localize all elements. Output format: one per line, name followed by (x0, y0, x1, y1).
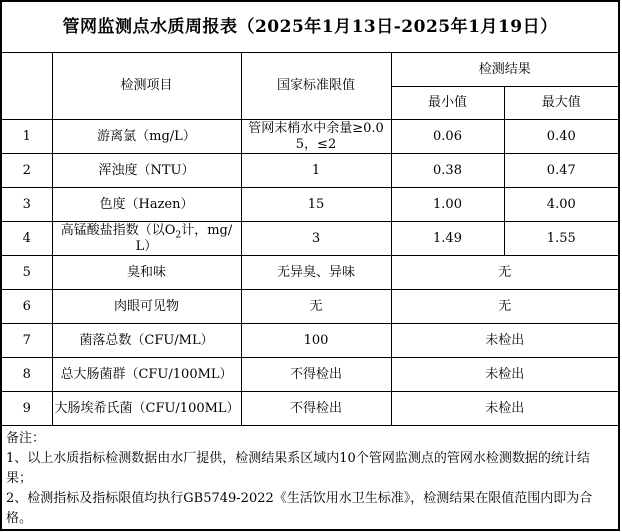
row-number: 2 (1, 154, 52, 188)
row-number: 4 (1, 222, 52, 256)
row-number: 3 (1, 188, 52, 222)
min-value: 1.00 (391, 188, 504, 222)
item-name: 大肠埃希氏菌（CFU/100ML） (52, 392, 241, 426)
max-value: 1.55 (504, 222, 619, 256)
item-name: 臭和味 (52, 256, 241, 290)
min-value: 0.38 (391, 154, 504, 188)
note-line-1: 1、以上水质指标检测数据由水厂提供，检测结果系区域内10个管网监测点的管网水检测数据的统计结果； (6, 451, 590, 486)
item-name: 菌落总数（CFU/ML） (52, 324, 241, 358)
standard-limit: 100 (241, 324, 391, 358)
standard-limit: 不得检出 (241, 392, 391, 426)
notes-section (1, 426, 619, 531)
header-result: 检测结果 (391, 53, 619, 87)
min-value: 1.49 (391, 222, 504, 256)
item-name: 总大肠菌群（CFU/100ML） (52, 358, 241, 392)
item-name-prefix: 高锰酸盐指数（以O (60, 222, 176, 238)
result-value: 未检出 (391, 324, 619, 358)
row-number: 9 (1, 392, 52, 426)
header-max: 最大值 (504, 87, 619, 120)
standard-limit: 无 (241, 290, 391, 324)
table-row (1, 256, 619, 290)
notes-label: 备注： (6, 431, 46, 446)
result-value: 未检出 (391, 392, 619, 426)
min-value: 0.06 (391, 120, 504, 154)
table-row (1, 120, 619, 154)
standard-limit: 1 (241, 154, 391, 188)
header-min: 最小值 (391, 87, 504, 120)
header-standard: 国家标准限值 (241, 53, 391, 120)
result-value: 未检出 (391, 358, 619, 392)
standard-limit: 无异臭、异味 (241, 256, 391, 290)
page-title: 管网监测点水质周报表（2025年1月13日-2025年1月19日） (1, 1, 619, 53)
item-name: 色度（Hazen） (52, 188, 241, 222)
standard-limit: 15 (241, 188, 391, 222)
max-value: 0.40 (504, 120, 619, 154)
result-value: 无 (391, 290, 619, 324)
item-name: 浑浊度（NTU） (52, 154, 241, 188)
standard-limit: 管网末梢水中余量≥0.05，≤2 (241, 120, 391, 154)
header-no-blank (1, 53, 52, 120)
max-value: 4.00 (504, 188, 619, 222)
note-line-2: 2、检测指标及指标限值均执行GB5749-2022《生活饮用水卫生标准》，检测结果在限值范围内即为合格。 (6, 491, 593, 526)
item-name: 游离氯（mg/L） (52, 120, 241, 154)
max-value: 0.47 (504, 154, 619, 188)
item-name-suffix: 计，mg/L） (135, 222, 233, 254)
standard-limit: 不得检出 (241, 358, 391, 392)
table-row (1, 358, 619, 392)
row-number: 1 (1, 120, 52, 154)
table-row (1, 188, 619, 222)
row-number: 7 (1, 324, 52, 358)
header-item: 检测项目 (52, 53, 241, 120)
row-number: 5 (1, 256, 52, 290)
row-number: 6 (1, 290, 52, 324)
oxygen-subscript: 2 (175, 230, 182, 241)
table-row (1, 290, 619, 324)
item-name: 肉眼可见物 (52, 290, 241, 324)
table-row (1, 324, 619, 358)
table-row (1, 154, 619, 188)
table-row (1, 222, 619, 256)
standard-limit: 3 (241, 222, 391, 256)
table-row (1, 392, 619, 426)
item-name (52, 222, 241, 256)
row-number: 8 (1, 358, 52, 392)
result-value: 无 (391, 256, 619, 290)
